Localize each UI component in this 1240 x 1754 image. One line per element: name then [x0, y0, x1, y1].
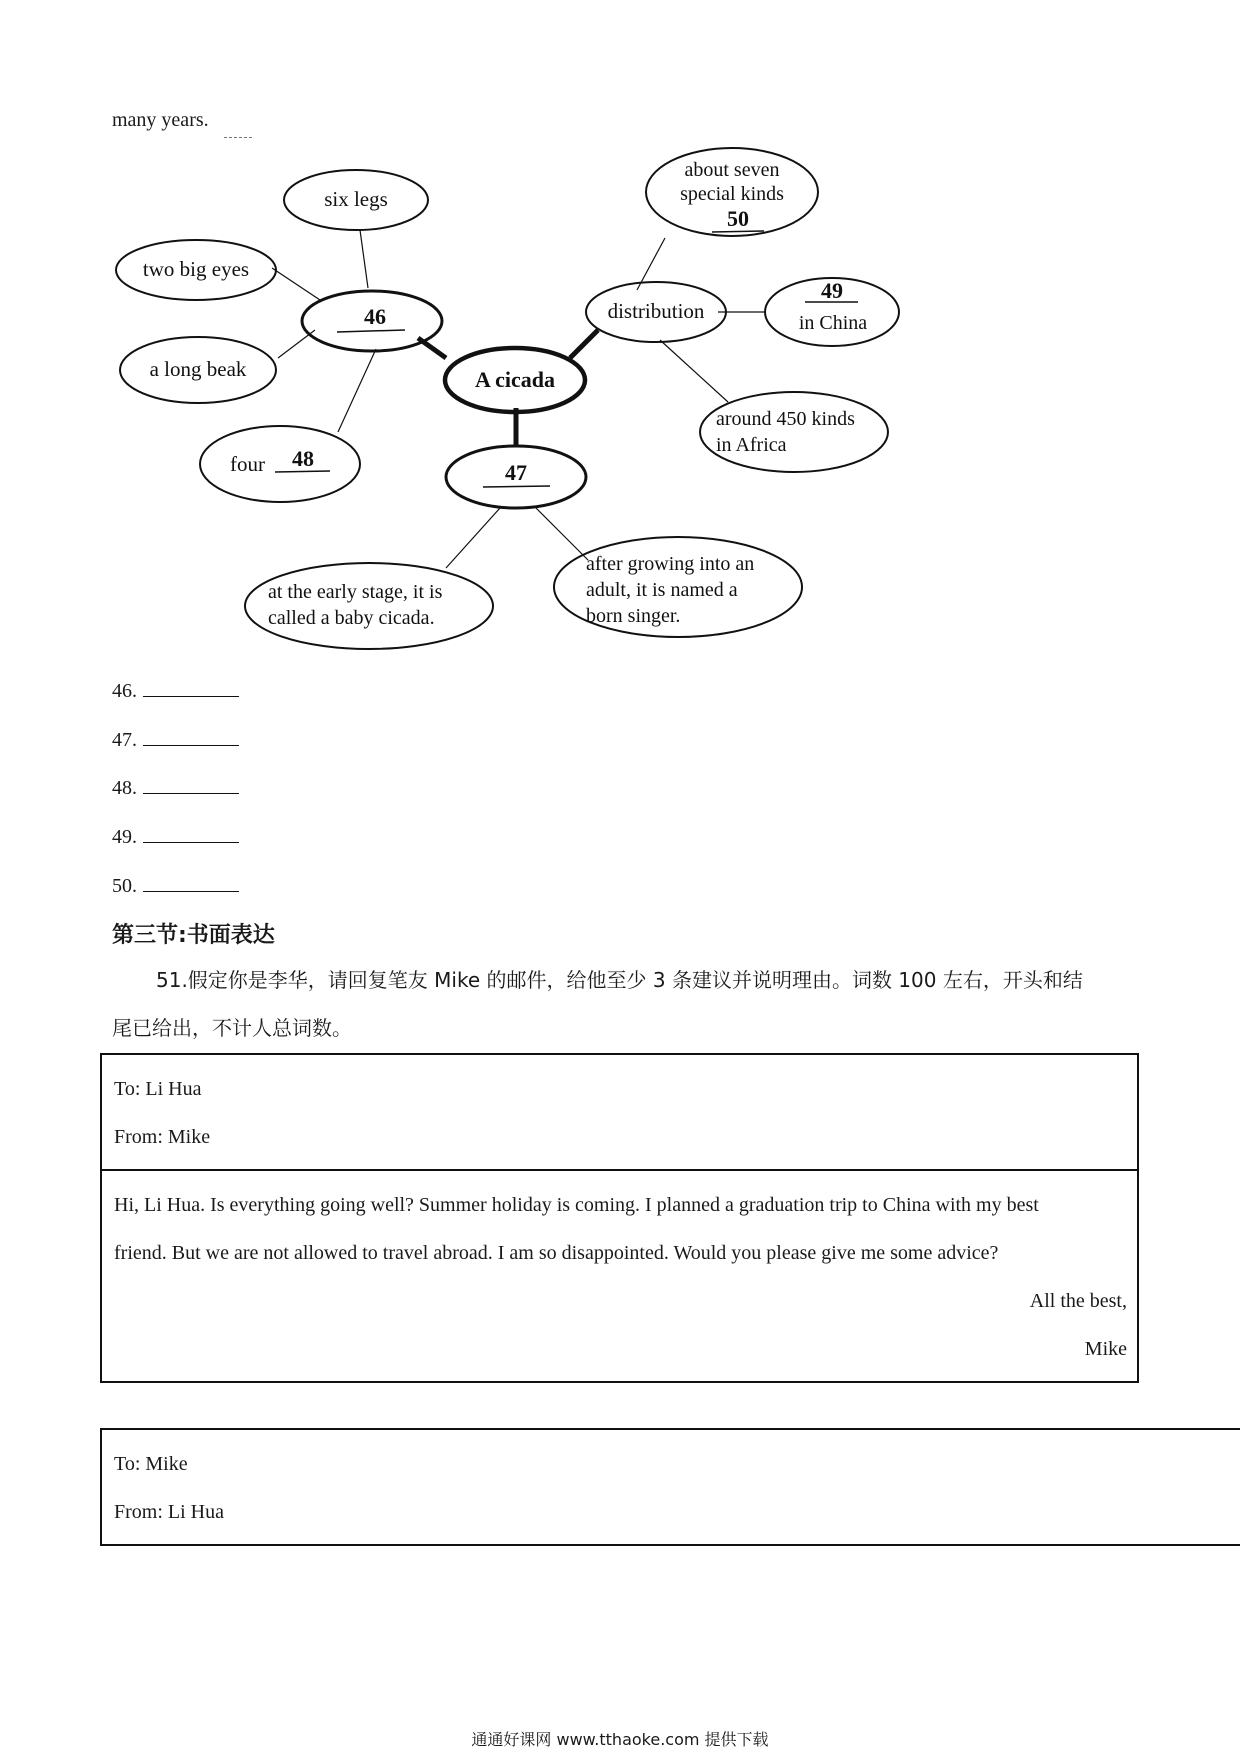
node-baby-cicada	[245, 563, 493, 649]
label-africa-line1: around 450 kinds	[716, 408, 855, 430]
blank-line-46	[337, 330, 405, 332]
label-in-china: in China	[798, 312, 868, 334]
label-a-long-beak: a long beak	[149, 357, 247, 381]
label-node-47: 47	[505, 460, 527, 485]
mike-email-from: From: Mike	[114, 1126, 211, 1148]
label-six-legs: six legs	[324, 187, 388, 211]
answer-blank-46	[112, 678, 239, 703]
answer-line[interactable]	[143, 775, 239, 794]
answer-line[interactable]	[143, 678, 239, 697]
section-title: 第三节:书面表达	[112, 923, 275, 948]
blank-line-50	[712, 231, 764, 232]
label-blank-50: 50	[727, 206, 749, 231]
node-four	[200, 426, 360, 502]
page-footer: 通通好课网 www.tthaoke.com 提供下载	[471, 1730, 769, 1749]
label-special-kinds-line2: special kinds	[680, 183, 784, 205]
blank-line-47	[483, 486, 550, 487]
answer-number: 47.	[112, 729, 137, 751]
label-adult-line1: after growing into an	[586, 553, 755, 575]
answer-blank-49	[112, 824, 239, 849]
connector-four	[338, 349, 376, 432]
blank-line-48	[275, 471, 330, 472]
answer-blank-48	[112, 775, 239, 800]
connector-two-big-eyes	[272, 268, 320, 300]
label-blank-48: 48	[292, 446, 314, 471]
label-four: four	[230, 452, 265, 476]
mike-email-divider	[102, 1169, 1137, 1171]
label-special-kinds-line1: about seven	[684, 159, 780, 181]
answer-number: 49.	[112, 826, 137, 848]
answer-number: 46.	[112, 680, 137, 702]
label-two-big-eyes: two big eyes	[142, 257, 250, 281]
answer-line[interactable]	[143, 824, 239, 843]
answer-blank-50	[112, 873, 239, 898]
reply-email-from: From: Li Hua	[114, 1501, 224, 1523]
writing-task-line1: 51.假定你是李华，请回复笔友 Mike 的邮件，给他至少 3 条建议并说明理由。词数 100 左右，开头和结	[156, 968, 1083, 992]
label-distribution: distribution	[607, 299, 705, 323]
writing-task-line2: 尾已给出，不计人总词数。	[112, 1016, 352, 1040]
answer-line[interactable]	[143, 727, 239, 746]
intro-tail-text: many years.	[112, 109, 209, 131]
label-center-a-cicada: A cicada	[474, 367, 556, 392]
connector-center-distribution	[570, 330, 598, 358]
mike-email-body-line2: friend. But we are not allowed to travel abroad. I am so disappointed. Would you please give me some advice?	[114, 1242, 999, 1264]
label-blank-49: 49	[821, 278, 843, 303]
mike-email-body-line1: Hi, Li Hua. Is everything going well? Summer holiday is coming. I planned a graduation trip to China with my best	[114, 1194, 1039, 1216]
label-baby-line2: called a baby cicada.	[268, 607, 435, 629]
label-africa-line2: in Africa	[716, 434, 787, 456]
reply-email-to: To: Mike	[114, 1453, 188, 1475]
label-baby-line1: at the early stage, it is	[268, 581, 443, 603]
mike-email-signature: Mike	[1084, 1338, 1127, 1360]
node-africa	[700, 392, 888, 472]
label-adult-line3: born singer.	[586, 605, 681, 627]
cicada-mind-map	[100, 140, 920, 660]
answer-number: 50.	[112, 875, 137, 897]
label-node-46: 46	[364, 304, 386, 329]
answer-line[interactable]	[143, 873, 239, 892]
mike-email-box	[100, 1053, 1139, 1383]
mike-email-to: To: Li Hua	[114, 1078, 202, 1100]
connector-adult	[536, 508, 588, 560]
connector-africa	[660, 340, 728, 402]
tiny-dash-mark	[224, 137, 252, 138]
mike-email-closing: All the best,	[1029, 1290, 1127, 1312]
answer-number: 48.	[112, 777, 137, 799]
answer-blank-47	[112, 727, 239, 752]
connector-baby	[446, 508, 500, 568]
reply-email-box[interactable]	[100, 1428, 1240, 1546]
label-adult-line2: adult, it is named a	[586, 579, 738, 601]
connector-six-legs	[360, 230, 368, 288]
